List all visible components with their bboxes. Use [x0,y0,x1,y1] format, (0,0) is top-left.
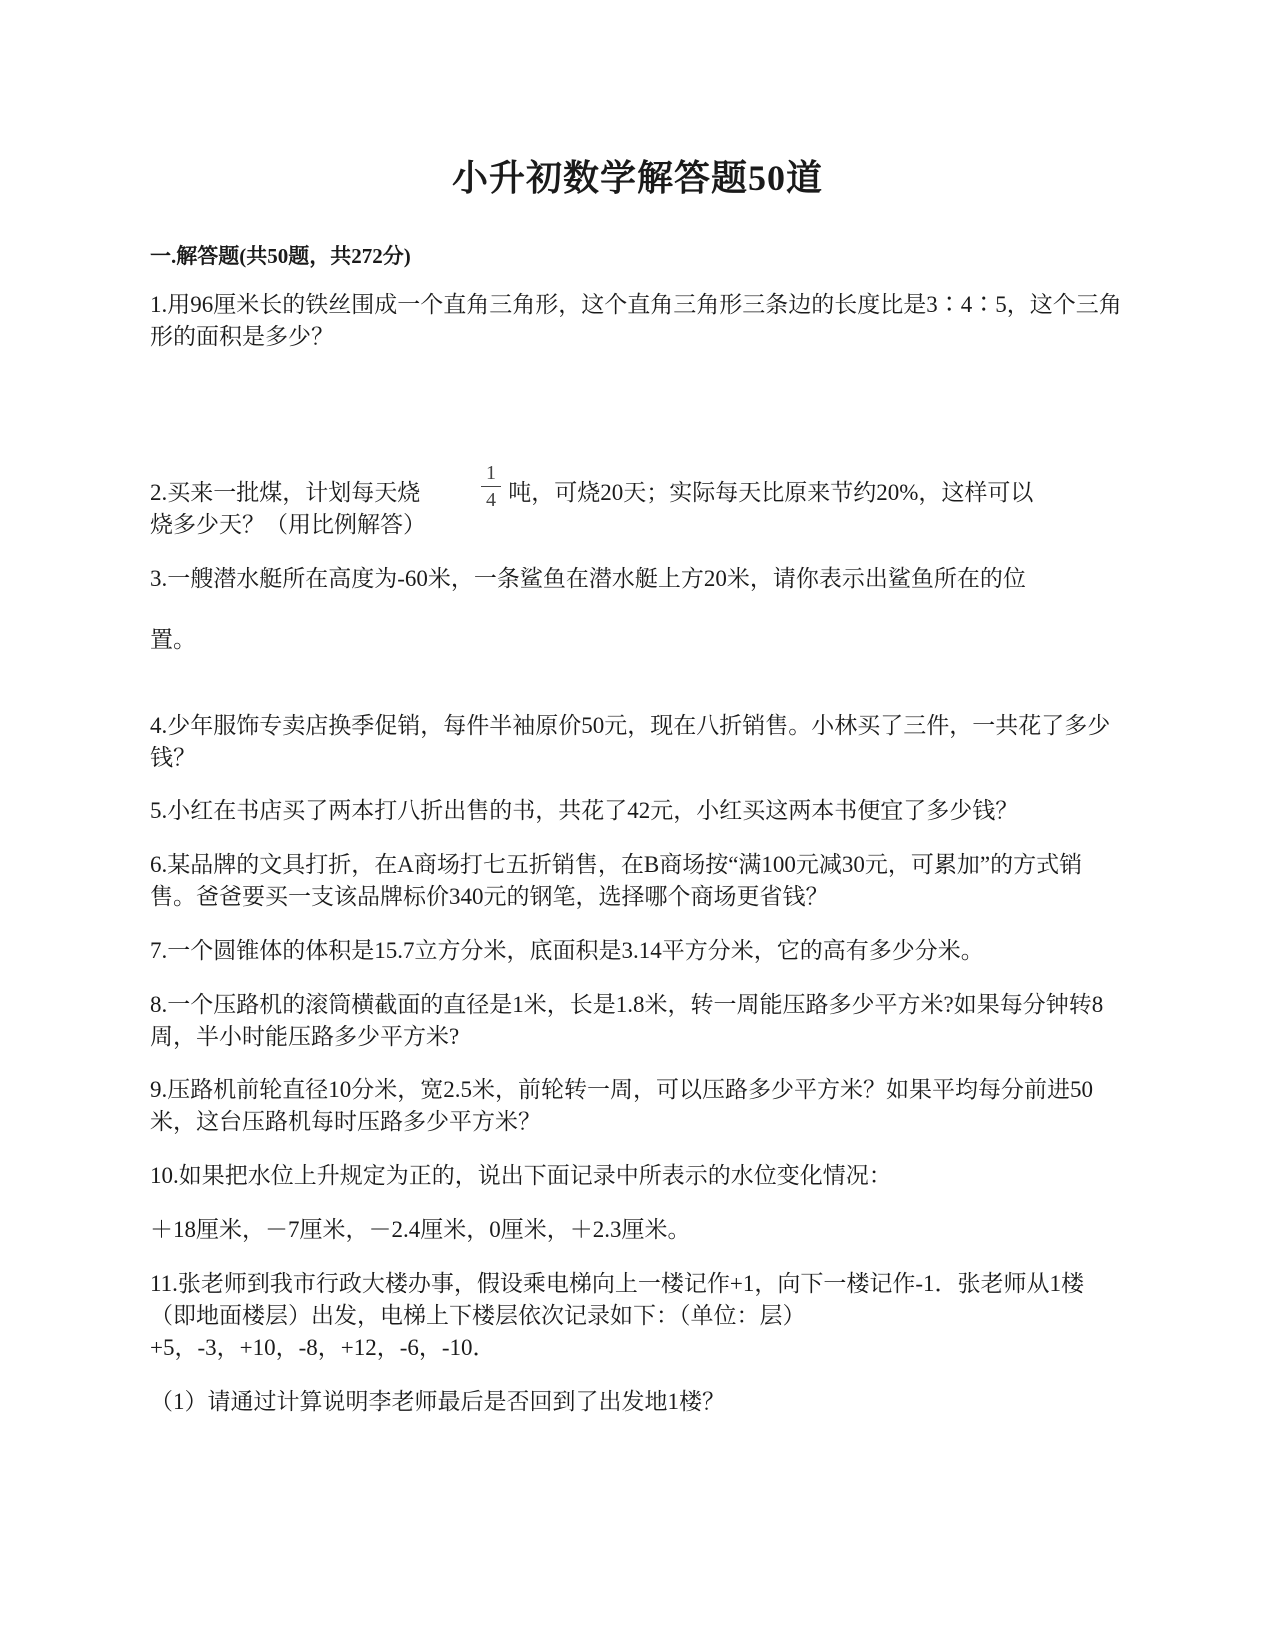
question-7: 7.一个圆锥体的体积是15.7立方分米，底面积是3.14平方分米，它的高有多少分米。 [150,938,984,963]
question-1: 1.用96厘米长的铁丝围成一个直角三角形，这个直角三角形三条边的长度比是3∶4∶5，这个三角形的面积是多少？ [150,292,1122,349]
question-10-line-1: 10.如果把水位上升规定为正的，说出下面记录中所表示的水位变化情况： [150,1163,892,1188]
question-3-line-2: 置。 [150,627,196,652]
question-11-part-1: （1）请通过计算说明李老师最后是否回到了出发地1楼？ [150,1389,725,1414]
question-2 [150,477,1125,541]
question-2-text-start: 2.买来一批煤，计划每天烧 [150,480,421,505]
question-2-text-end: 吨，可烧20天；实际每天比原来节约20%，这样可以 [508,480,1034,505]
question-11: 11.张老师到我市行政大楼办事，假设乘电梯向上一楼记作+1，向下一楼记作-1．张老师从1楼（即地面楼层）出发，电梯上下楼层依次记录如下：（单位：层）+5，-3，+10，-8，+12，-6，-10． [150,1271,1085,1360]
page-title: 小升初数学解答题50道 [451,158,823,198]
question-5: 5.小红在书店买了两本打八折出售的书，共花了42元，小红买这两本书便宜了多少钱？ [150,798,1019,823]
section-heading: 一.解答题(共50题，共272分) [150,244,411,268]
fraction-denominator: 4 [486,489,496,511]
fraction-numerator: 1 [486,462,496,484]
question-10-line-2: ＋18厘米，－7厘米，－2.4厘米，0厘米，＋2.3厘米。 [150,1217,691,1242]
question-2-line-2: 烧多少天？（用比例解答） [150,512,426,537]
question-8: 8.一个压路机的滚筒横截面的直径是1米，长是1.8米，转一周能压路多少平方米?如果每分钟转8周，半小时能压路多少平方米? [150,992,1104,1049]
question-4: 4.少年服饰专卖店换季促销，每件半袖原价50元，现在八折销售。小林买了三件，一共花了多少钱？ [150,713,1111,770]
question-3-line-1: 3.一艘潜水艇所在高度为-60米，一条鲨鱼在潜水艇上方20米，请你表示出鲨鱼所在的位 [150,566,1026,591]
question-6: 6.某品牌的文具打折，在A商场打七五折销售，在B商场按“满100元减30元，可累加”的方式销售。爸爸要买一支该品牌标价340元的钢笔，选择哪个商场更省钱？ [150,852,1083,909]
question-9: 9.压路机前轮直径10分米，宽2.5米，前轮转一周，可以压路多少平方米？如果平均每分前进50米，这台压路机每时压路多少平方米？ [150,1077,1093,1134]
